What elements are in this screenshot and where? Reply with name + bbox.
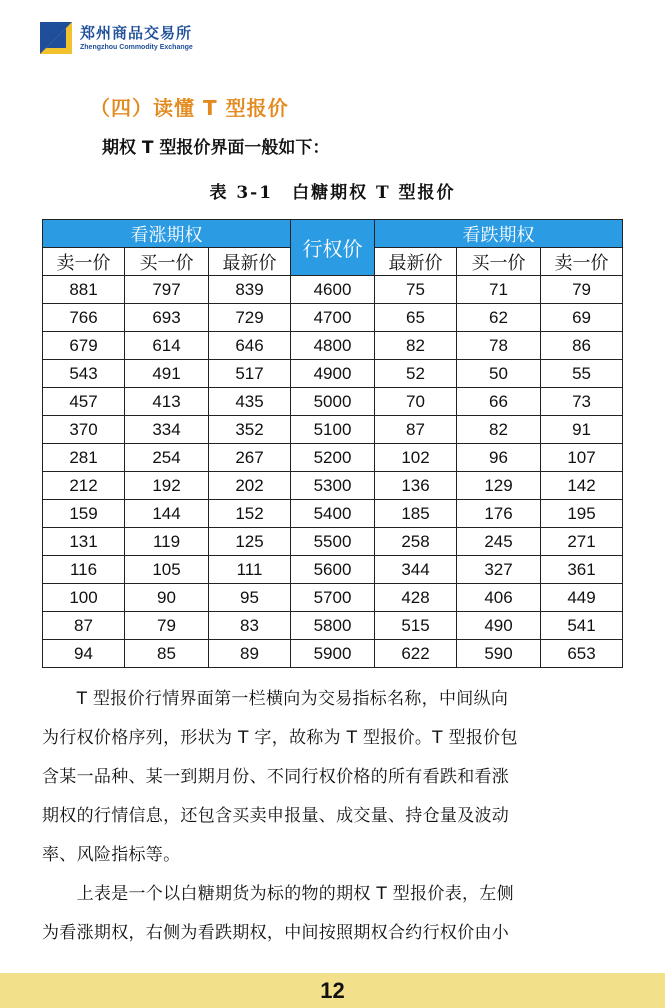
exchange-logo [40, 20, 200, 56]
put-bid-cell: 490 [457, 612, 541, 640]
call-last-cell: 435 [209, 388, 291, 416]
table-row [43, 556, 623, 584]
call-last-cell: 95 [209, 584, 291, 612]
call-ask-cell: 457 [43, 388, 125, 416]
put-bid-cell: 327 [457, 556, 541, 584]
call-last-cell: 267 [209, 444, 291, 472]
put-bid-cell: 62 [457, 304, 541, 332]
put-ask-cell: 107 [541, 444, 623, 472]
call-ask-cell: 881 [43, 276, 125, 304]
paragraph-line: 率、风险指标等。 [42, 845, 181, 865]
put-last-cell: 65 [375, 304, 457, 332]
call-last-cell: 839 [209, 276, 291, 304]
strike-price-cell: 5000 [291, 388, 375, 416]
put-last-cell: 136 [375, 472, 457, 500]
put-last-cell: 87 [375, 416, 457, 444]
put-ask-cell: 55 [541, 360, 623, 388]
put-bid-cell: 82 [457, 416, 541, 444]
call-bid-cell: 334 [125, 416, 209, 444]
call-ask-cell: 543 [43, 360, 125, 388]
put-bid-cell: 176 [457, 500, 541, 528]
strike-price-cell: 5900 [291, 640, 375, 668]
strike-price-cell: 5300 [291, 472, 375, 500]
call-last-cell: 89 [209, 640, 291, 668]
table-row [43, 444, 623, 472]
put-ask-cell: 271 [541, 528, 623, 556]
strike-price-cell: 4700 [291, 304, 375, 332]
call-bid-cell: 413 [125, 388, 209, 416]
paragraph-line: 为看涨期权，右侧为看跌期权，中间按照期权合约行权价由小 [42, 923, 510, 943]
put-last-cell: 70 [375, 388, 457, 416]
call-last-cell: 352 [209, 416, 291, 444]
call-ask-cell: 370 [43, 416, 125, 444]
put-ask-cell: 79 [541, 276, 623, 304]
put-column-header: 最新价 [375, 248, 457, 276]
put-last-cell: 258 [375, 528, 457, 556]
call-bid-cell: 491 [125, 360, 209, 388]
put-bid-cell: 66 [457, 388, 541, 416]
put-ask-cell: 142 [541, 472, 623, 500]
put-bid-cell: 590 [457, 640, 541, 668]
put-ask-cell: 91 [541, 416, 623, 444]
call-ask-cell: 212 [43, 472, 125, 500]
page-number: 12 [320, 978, 345, 1003]
put-options-header: 看跌期权 [375, 220, 623, 248]
strike-price-cell: 5400 [291, 500, 375, 528]
put-ask-cell: 73 [541, 388, 623, 416]
call-bid-cell: 797 [125, 276, 209, 304]
put-ask-cell: 541 [541, 612, 623, 640]
call-bid-cell: 85 [125, 640, 209, 668]
table-row [43, 416, 623, 444]
call-last-cell: 517 [209, 360, 291, 388]
call-bid-cell: 192 [125, 472, 209, 500]
put-column-header: 买一价 [457, 248, 541, 276]
strike-price-cell: 4600 [291, 276, 375, 304]
strike-price-cell: 5200 [291, 444, 375, 472]
table-row [43, 584, 623, 612]
call-ask-cell: 679 [43, 332, 125, 360]
t-quote-table [42, 219, 623, 668]
put-bid-cell: 50 [457, 360, 541, 388]
paragraph-line: 为行权价格序列，形状为 T 字，故称为 T 型报价。T 型报价包 [42, 728, 518, 748]
put-last-cell: 75 [375, 276, 457, 304]
call-bid-cell: 105 [125, 556, 209, 584]
strike-price-cell: 5700 [291, 584, 375, 612]
call-bid-cell: 693 [125, 304, 209, 332]
call-ask-cell: 94 [43, 640, 125, 668]
strike-price-header: 行权价 [291, 220, 375, 276]
call-bid-cell: 144 [125, 500, 209, 528]
put-ask-cell: 195 [541, 500, 623, 528]
put-last-cell: 344 [375, 556, 457, 584]
table-row [43, 612, 623, 640]
call-ask-cell: 116 [43, 556, 125, 584]
call-ask-cell: 159 [43, 500, 125, 528]
call-bid-cell: 90 [125, 584, 209, 612]
put-bid-cell: 96 [457, 444, 541, 472]
put-last-cell: 515 [375, 612, 457, 640]
put-last-cell: 82 [375, 332, 457, 360]
table-row [43, 304, 623, 332]
paragraph-line: T 型报价行情界面第一栏横向为交易指标名称，中间纵向 [42, 689, 509, 709]
call-bid-cell: 254 [125, 444, 209, 472]
call-bid-cell: 119 [125, 528, 209, 556]
put-last-cell: 185 [375, 500, 457, 528]
call-ask-cell: 100 [43, 584, 125, 612]
put-bid-cell: 245 [457, 528, 541, 556]
put-last-cell: 428 [375, 584, 457, 612]
call-last-cell: 111 [209, 556, 291, 584]
call-bid-cell: 79 [125, 612, 209, 640]
call-last-cell: 83 [209, 612, 291, 640]
intro-text: 期权 T 型报价界面一般如下： [102, 138, 330, 158]
put-column-header: 卖一价 [541, 248, 623, 276]
put-bid-cell: 71 [457, 276, 541, 304]
call-last-cell: 152 [209, 500, 291, 528]
table-row [43, 360, 623, 388]
put-last-cell: 52 [375, 360, 457, 388]
paragraph-1 [42, 680, 632, 875]
put-ask-cell: 449 [541, 584, 623, 612]
call-column-header: 最新价 [209, 248, 291, 276]
call-last-cell: 202 [209, 472, 291, 500]
call-column-header: 买一价 [125, 248, 209, 276]
paragraph-line: 期权的行情信息，还包含买卖申报量、成交量、持仓量及波动 [42, 806, 510, 826]
table-row [43, 276, 623, 304]
put-ask-cell: 86 [541, 332, 623, 360]
call-last-cell: 729 [209, 304, 291, 332]
put-last-cell: 102 [375, 444, 457, 472]
table-caption: 表 3-1 白糖期权 T 型报价 [209, 183, 456, 203]
put-bid-cell: 129 [457, 472, 541, 500]
call-column-header: 卖一价 [43, 248, 125, 276]
section-title: （四）读懂 T 型报价 [90, 96, 289, 120]
call-options-header: 看涨期权 [43, 220, 291, 248]
call-ask-cell: 766 [43, 304, 125, 332]
put-bid-cell: 78 [457, 332, 541, 360]
logo-english-name: Zhengzhou Commodity Exchange [80, 44, 193, 51]
strike-price-cell: 5800 [291, 612, 375, 640]
strike-price-cell: 5500 [291, 528, 375, 556]
put-ask-cell: 361 [541, 556, 623, 584]
table-row [43, 332, 623, 360]
call-bid-cell: 614 [125, 332, 209, 360]
strike-price-cell: 5100 [291, 416, 375, 444]
put-bid-cell: 406 [457, 584, 541, 612]
call-last-cell: 646 [209, 332, 291, 360]
table-row [43, 528, 623, 556]
table-row [43, 500, 623, 528]
strike-price-cell: 4800 [291, 332, 375, 360]
exchange-logo-icon [40, 22, 72, 54]
paragraph-2 [42, 875, 632, 953]
paragraph-line: 含某一品种、某一到期月份、不同行权价格的所有看跌和看涨 [42, 767, 510, 787]
call-ask-cell: 281 [43, 444, 125, 472]
strike-price-cell: 5600 [291, 556, 375, 584]
table-header-row [43, 220, 623, 248]
table-row [43, 640, 623, 668]
logo-chinese-name: 郑州商品交易所 [80, 24, 193, 42]
call-ask-cell: 131 [43, 528, 125, 556]
table-row [43, 472, 623, 500]
put-last-cell: 622 [375, 640, 457, 668]
call-last-cell: 125 [209, 528, 291, 556]
put-ask-cell: 653 [541, 640, 623, 668]
strike-price-cell: 4900 [291, 360, 375, 388]
table-row [43, 388, 623, 416]
put-ask-cell: 69 [541, 304, 623, 332]
paragraph-line: 上表是一个以白糖期货为标的物的期权 T 型报价表，左侧 [42, 884, 514, 904]
call-ask-cell: 87 [43, 612, 125, 640]
